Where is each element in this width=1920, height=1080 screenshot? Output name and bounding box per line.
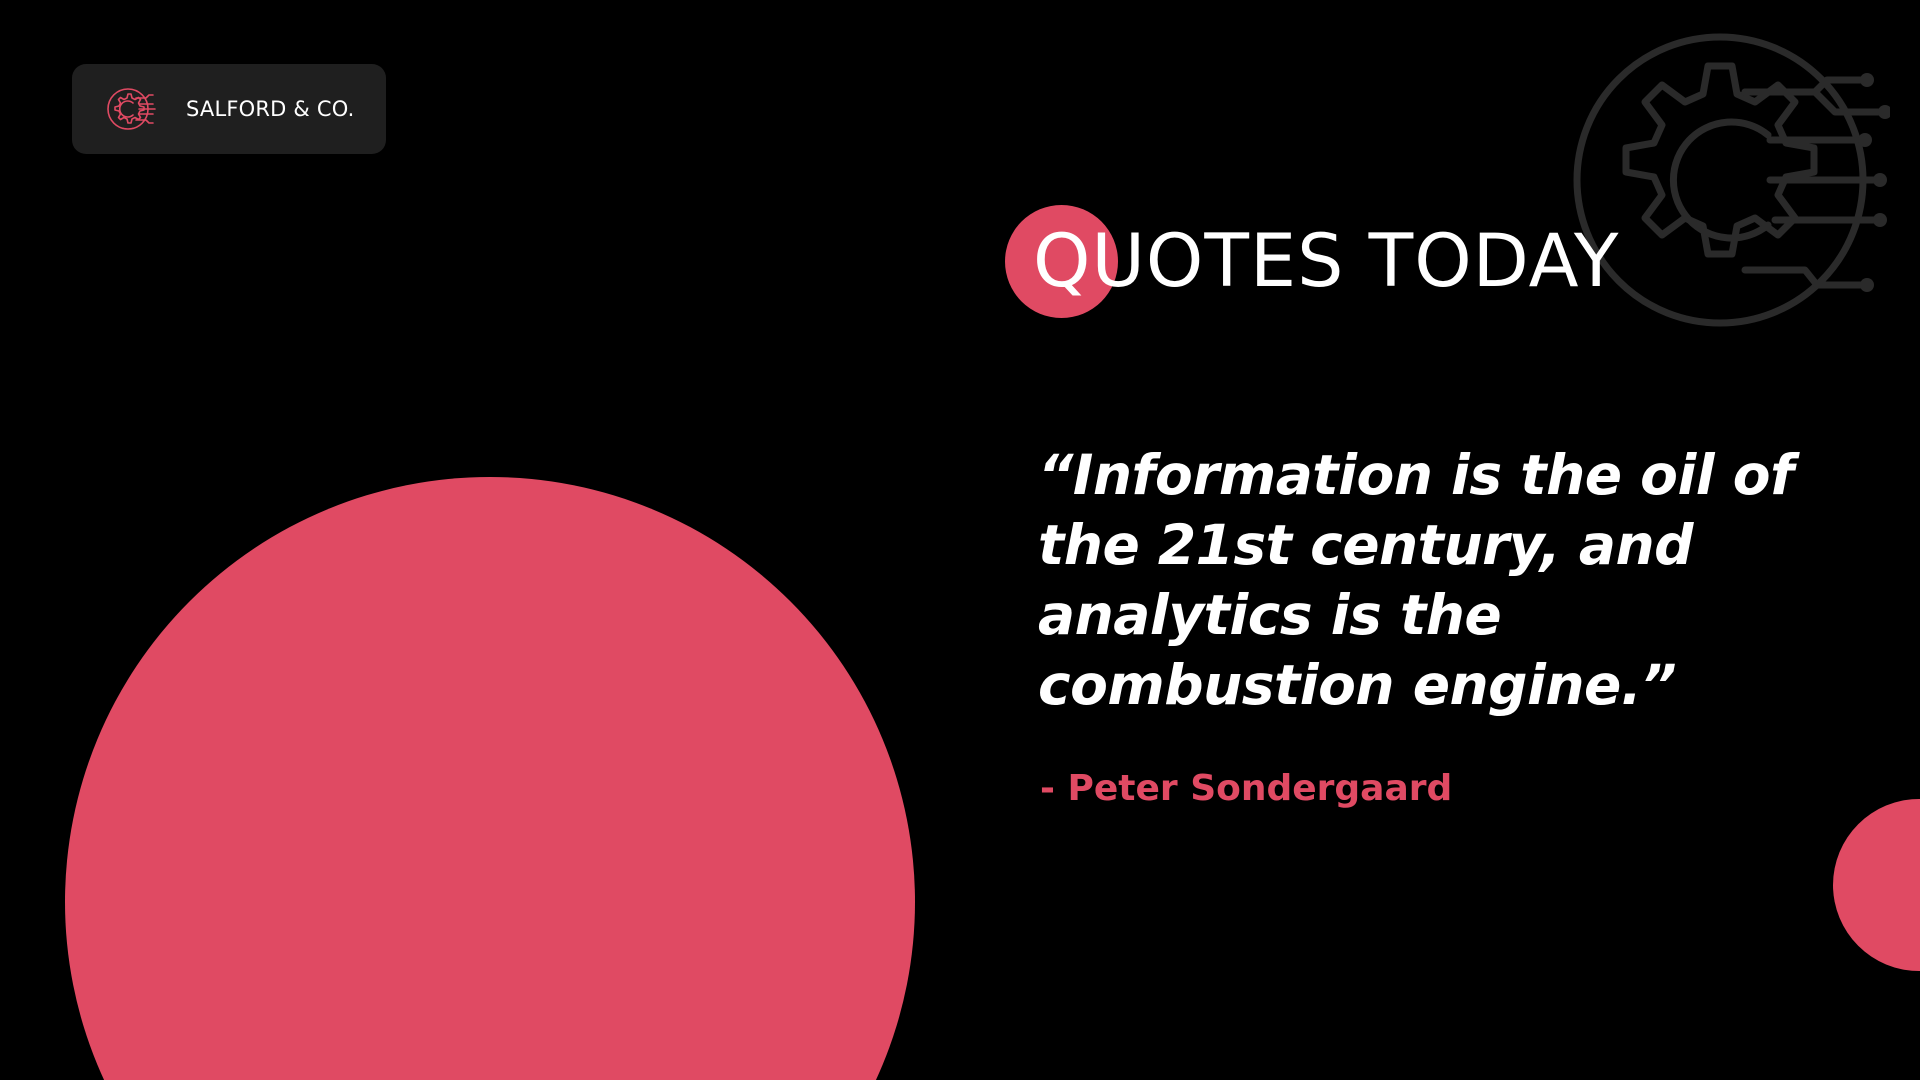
decorative-small-circle xyxy=(1833,799,1920,971)
brand-name: SALFORD & CO. xyxy=(186,97,355,121)
gear-circuit-icon xyxy=(106,84,158,134)
brand-badge xyxy=(72,64,386,154)
quote-text: “Information is the oil of the 21st century, and analytics is the combustion engine.” xyxy=(1038,443,1794,717)
quote-author: - Peter Sondergaard xyxy=(1040,768,1453,809)
page-title: QUOTES TODAY xyxy=(1033,219,1620,304)
decorative-large-circle xyxy=(65,477,915,1080)
